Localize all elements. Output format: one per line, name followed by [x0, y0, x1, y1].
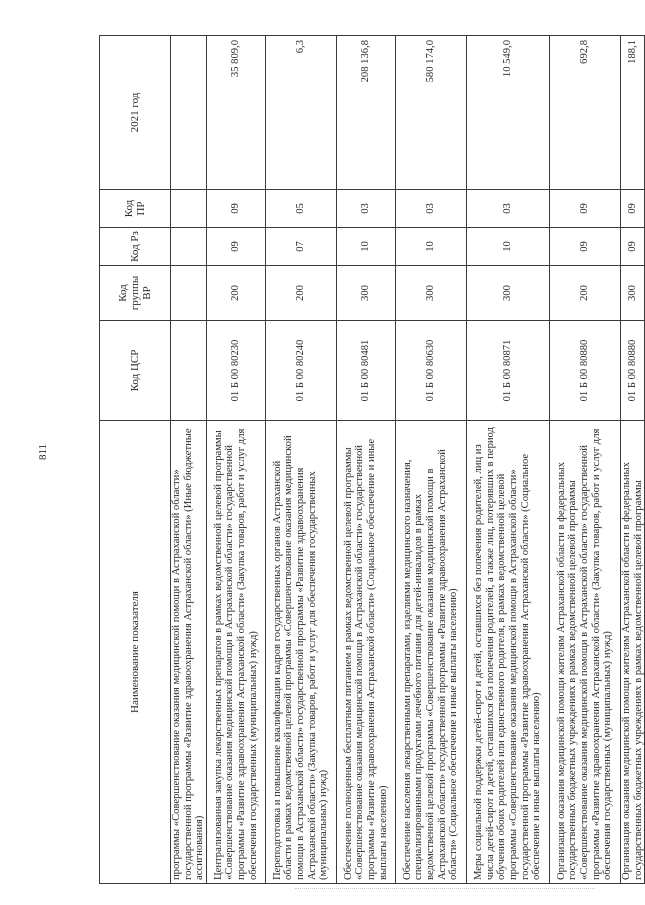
header-name: Наименование показателя [100, 421, 171, 884]
row-csr [171, 321, 207, 421]
table-row [620, 36, 644, 884]
row-rz: 10 [395, 228, 466, 266]
table-row [466, 36, 549, 884]
header-pr: Код ПР [100, 190, 171, 228]
table-row [171, 36, 207, 884]
row-amount: 6,3 [265, 36, 336, 190]
row-rz [171, 228, 207, 266]
row-name: Централизованная закупка лекарственных препаратов в рамках ведомственной целевой программы «Совершенствование оказания медицинской помощи в Астраханской области» государственной программы «Развитие здравоохранения Астраханской области» (Закупка товаров, работ и услуг для обеспечения государственных (муниципальных) нужд) [206, 421, 265, 884]
row-pr: 09 [206, 190, 265, 228]
row-name: Организация оказания медицинской помощи жителям Астраханской области в федеральных государственных бюджетных учреждениях в рамках ведомственной целевой программы «Совершенствование оказания медицинской помощи в Астраханской области» государственной программы «Развитие здравоохранения Астраханской области» (Закупка товаров, работ и услуг для обеспечения государственных (муниципальных) нужд) [549, 421, 620, 884]
row-csr: 01 Б 00 80880 [549, 321, 620, 421]
row-vr: 200 [265, 266, 336, 321]
row-amount: 692,8 [549, 36, 620, 190]
row-name: Обеспечение населения лекарственными препаратами, изделиями медицинского назначения, специализированными продуктами лечебного питания для детей-инвалидов в рамках ведомственной целевой программы «Совершенствование оказания медицинской помощи в Астраханской области» государственной программы «Развитие здравоохранения Астраханской области» (Социальное обеспечение и иные выплаты населению) [395, 421, 466, 884]
row-name: Организация оказания медицинской помощи жителям Астраханской области в федеральных государственных бюджетных учреждениях в рамках ведомственной целевой программы [620, 421, 644, 884]
header-vr: Код группы ВР [100, 266, 171, 321]
row-vr [171, 266, 207, 321]
row-rz: 09 [620, 228, 644, 266]
table-row [395, 36, 466, 884]
table-row [336, 36, 395, 884]
row-amount [171, 36, 207, 190]
header-amount: 2021 год [100, 36, 171, 190]
row-name: Меры социальной поддержки детей-сирот и детей, оставшихся без попечения родителей, лиц из числа детей-сирот и детей, оставшихся без попечения родителей, а также лиц, потерявших в период обучения обоих родителей или единственного родителя, в рамках ведомственной целевой программы «Совершенствование оказания медицинской помощи в Астраханской области» государственной программы «Развитие здравоохранения Астраханской области» (Социальное обеспечение и иные выплаты населению) [466, 421, 549, 884]
row-amount: 10 549,0 [466, 36, 549, 190]
bottom-divider [295, 888, 595, 889]
row-amount: 208 136,8 [336, 36, 395, 190]
row-pr: 03 [395, 190, 466, 228]
row-rz: 09 [549, 228, 620, 266]
row-csr: 01 Б 00 80240 [265, 321, 336, 421]
row-name: Переподготовка и повышение квалификации кадров государственных органов Астраханской области в рамках ведомственной целевой программы «Совершенствование оказания медицинской помощи в Астраханской области» государственной программы «Развитие здравоохранения Астраханской области» (Закупка товаров, работ и услуг для обеспечения государственных (муниципальных) нужд) [265, 421, 336, 884]
row-name: программы «Совершенствование оказания медицинской помощи в Астраханской области» государственной программы «Развитие здравоохранения Астраханской области» (Иные бюджетные ассигнования) [171, 421, 207, 884]
row-amount: 580 174,0 [395, 36, 466, 190]
row-vr: 300 [395, 266, 466, 321]
row-rz: 10 [466, 228, 549, 266]
row-vr: 200 [206, 266, 265, 321]
row-amount: 188,1 [620, 36, 644, 190]
row-vr: 300 [336, 266, 395, 321]
table-row [549, 36, 620, 884]
table-row [206, 36, 265, 884]
row-pr: 03 [336, 190, 395, 228]
row-csr: 01 Б 00 80230 [206, 321, 265, 421]
budget-table [99, 35, 645, 884]
row-csr: 01 Б 00 80880 [620, 321, 644, 421]
row-csr: 01 Б 00 80630 [395, 321, 466, 421]
row-rz: 09 [206, 228, 265, 266]
page-number: 811 [37, 443, 49, 461]
row-pr: 09 [549, 190, 620, 228]
row-pr: 03 [466, 190, 549, 228]
row-csr: 01 Б 00 80871 [466, 321, 549, 421]
rotated-page [99, 36, 644, 884]
row-vr: 300 [620, 266, 644, 321]
row-rz: 10 [336, 228, 395, 266]
row-vr: 300 [466, 266, 549, 321]
table-row [265, 36, 336, 884]
row-pr: 09 [620, 190, 644, 228]
row-rz: 07 [265, 228, 336, 266]
row-amount: 35 809,0 [206, 36, 265, 190]
row-csr: 01 Б 00 80481 [336, 321, 395, 421]
row-name: Обеспечение полноценным бесплатным питанием в рамках ведомственной целевой программы «Совершенствование оказания медицинской помощи в Астраханской области» государственной программы «Развитие здравоохранения Астраханской области» (Социальное обеспечение и иные выплаты населению) [336, 421, 395, 884]
row-pr: 05 [265, 190, 336, 228]
header-csr: Код ЦСР [100, 321, 171, 421]
header-rz: Код Рз [100, 228, 171, 266]
row-vr: 200 [549, 266, 620, 321]
row-pr [171, 190, 207, 228]
header-row [100, 36, 171, 884]
